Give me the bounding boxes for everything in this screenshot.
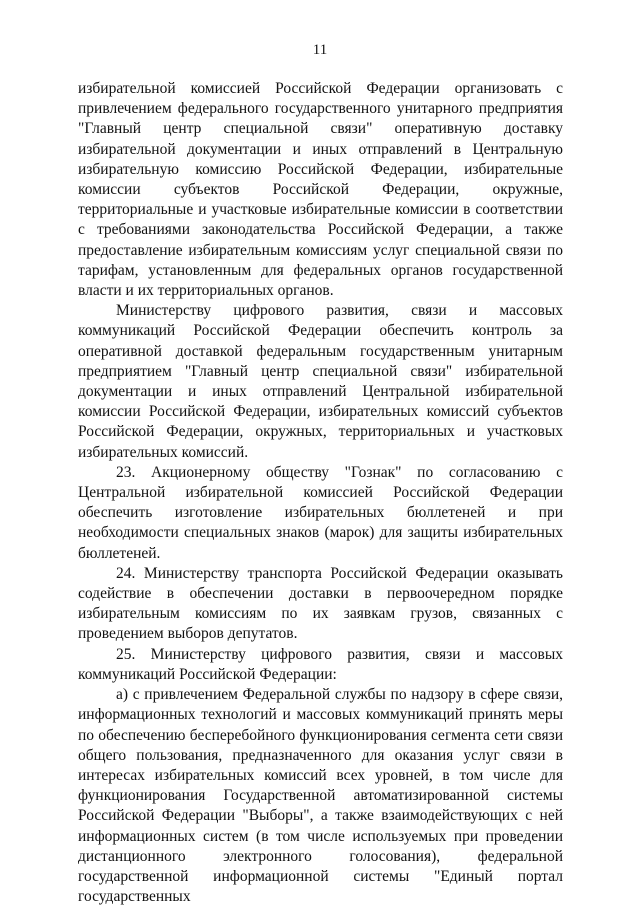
paragraph-item-23: 23. Акционерному обществу "Гознак" по согласованию с Центральной избирательной комиссией Российской Федерации обеспечить изготовление избирательных бюллетеней и при необходимости специальных знаков (марок) для защиты избирательных бюллетеней.: [78, 463, 563, 562]
paragraph-item-25a: а) с привлечением Федеральной службы по надзору в сфере связи, информационных технологий и массовых коммуникаций принять меры по обеспечению бесперебойного функционирования сегмента сети связи общего пользования, предназначенного для оказания услуг связи в интересах избирательных комиссий всех уровней, в том числе для функционирования Государственной автоматизированной системы Российской Федерации "Выборы", а также взаимодействующих с ней информационных систем (в том числе используемых при проведении дистанционного электронного голосования), федеральной государственной информационной системы "Единый портал государственных: [78, 686, 563, 906]
paragraph-continuation: избирательной комиссией Российской Федерации организовать с привлечением федерального государственного унитарного предприятия "Главный центр специальной связи" оперативную доставку избирательной документации и иных отправлений в Центральную избирательную комиссию Российской Федерации, избирательные комиссии субъектов Российской Федерации, окружные, территориальные и участковые избирательные комиссии в соответствии с требованиями законодательства Российской Федерации, а также предоставление избирательным комиссиям услуг специальной связи по тарифам, установленным для федеральных органов государственной власти и их территориальных органов.: [78, 80, 563, 300]
document-body: [78, 79, 563, 907]
paragraph-ministry-digital-control: Министерству цифрового развития, связи и массовых коммуникаций Российской Федерации обеспечить контроль за оперативной доставкой федеральным государственным унитарным предприятием "Главный центр специальной связи" избирательной документации и иных отправлений Центральной избирательной комиссии Российской Федерации, избирательных комиссий субъектов Российской Федерации, окружных, территориальных и участковых избирательных комиссий.: [78, 302, 563, 461]
paragraph-item-25: 25. Министерству цифрового развития, связи и массовых коммуникаций Российской Федерации:: [78, 645, 563, 683]
paragraph-item-24: 24. Министерству транспорта Российской Федерации оказывать содействие в обеспечении доставки в первоочередном порядке избирательным комиссиям по их заявкам грузов, связанных с проведением выборов депутатов.: [78, 564, 563, 643]
page-number: 11: [312, 42, 328, 58]
